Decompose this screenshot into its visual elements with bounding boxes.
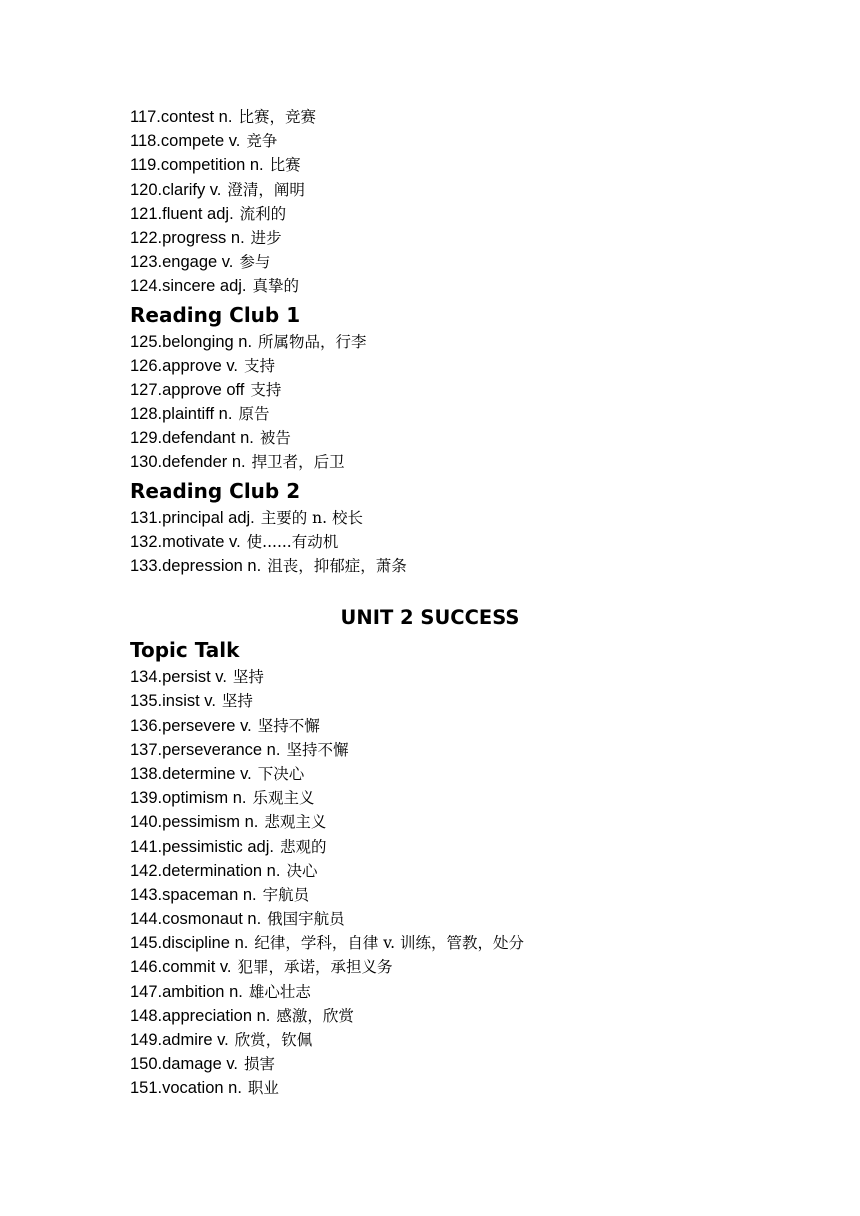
vocab-entry xyxy=(130,178,750,202)
vocab-meaning: 乐观主义 xyxy=(252,789,315,808)
vocab-word: 137.perseverance n. xyxy=(130,740,281,759)
vocab-meaning: 比赛，竞赛 xyxy=(238,108,316,126)
vocab-meaning: 欣赏，钦佩 xyxy=(234,1031,313,1049)
vocab-meaning: 捍卫者，后卫 xyxy=(251,453,345,472)
vocab-meaning: 犯罪，承诺，承担义务 xyxy=(237,958,393,977)
vocab-entry xyxy=(130,426,750,450)
vocab-word: 146.commit v. xyxy=(130,958,232,977)
vocab-entry xyxy=(130,786,750,810)
vocab-entry xyxy=(130,330,750,354)
vocab-entry xyxy=(130,931,750,955)
vocab-word: 135.insist v. xyxy=(130,692,216,711)
vocab-word: 130.defender n. xyxy=(130,453,246,472)
vocab-entry xyxy=(130,1076,750,1100)
reading-club-2-heading: Reading Club 2 xyxy=(130,478,301,503)
vocab-entry xyxy=(130,859,750,883)
vocab-word: 138.determine v. xyxy=(130,764,252,783)
vocab-word: 143.spaceman n. xyxy=(130,885,257,904)
vocab-word: 131.principal adj. xyxy=(130,508,255,527)
vocab-word: 141.pessimistic adj. xyxy=(130,837,274,856)
vocab-word: 127.approve off xyxy=(130,380,245,399)
section-unit1-words xyxy=(130,105,750,299)
vocab-meaning: 坚持不懈 xyxy=(257,716,320,735)
vocab-meaning: 流利的 xyxy=(239,204,287,223)
vocab-meaning: 决心 xyxy=(286,861,318,880)
vocab-entry xyxy=(130,105,750,129)
vocab-entry xyxy=(130,450,750,474)
vocab-entry xyxy=(130,738,750,762)
vocab-word: 133.depression n. xyxy=(130,557,262,575)
vocab-entry xyxy=(130,153,750,177)
vocab-meaning: 宇航员 xyxy=(262,885,310,904)
vocab-meaning: 支持 xyxy=(250,380,282,399)
vocab-word: 139.optimism n. xyxy=(130,789,247,808)
vocab-entry xyxy=(130,530,750,554)
vocab-entry xyxy=(130,1028,750,1052)
vocab-meaning: 比赛 xyxy=(269,156,301,175)
vocab-entry xyxy=(130,506,750,530)
vocab-meaning: 沮丧，抑郁症，萧条 xyxy=(267,557,407,575)
vocab-meaning: 主要的 n. 校长 xyxy=(260,508,364,527)
vocab-entry xyxy=(130,810,750,834)
vocab-meaning: 坚持 xyxy=(221,692,253,711)
vocab-word: 126.approve v. xyxy=(130,356,238,375)
vocab-entry xyxy=(130,402,750,426)
vocab-word: 125.belonging n. xyxy=(130,332,253,351)
vocab-word: 132.motivate v. xyxy=(130,532,241,551)
vocab-word: 149.admire v. xyxy=(130,1031,229,1049)
vocab-word: 148.appreciation n. xyxy=(130,1006,271,1025)
vocab-word: 142.determination n. xyxy=(130,861,281,880)
vocab-word: 136.persevere v. xyxy=(130,716,252,735)
vocab-word: 120.clarify v. xyxy=(130,180,222,199)
vocab-meaning: 坚持不懈 xyxy=(286,740,349,759)
vocab-meaning: 俄国宇航员 xyxy=(267,910,345,929)
vocab-entry xyxy=(130,955,750,979)
vocab-meaning: 悲观的 xyxy=(279,837,327,856)
vocab-word: 122.progress n. xyxy=(130,228,245,247)
vocab-meaning: 真挚的 xyxy=(252,277,300,296)
vocab-word: 123.engage v. xyxy=(130,253,234,272)
topic-talk-heading: Topic Talk xyxy=(130,638,240,663)
vocab-meaning: 职业 xyxy=(247,1079,279,1098)
unit2-words xyxy=(130,665,750,1100)
vocab-entry xyxy=(130,689,750,713)
vocab-meaning: 所属物品，行李 xyxy=(258,332,367,351)
vocab-entry xyxy=(130,226,750,250)
vocab-meaning: 感激，欣赏 xyxy=(276,1006,354,1025)
vocab-word: 129.defendant n. xyxy=(130,429,254,448)
vocab-word: 151.vocation n. xyxy=(130,1079,242,1098)
vocab-entry xyxy=(130,274,750,298)
vocab-meaning: 澄清，阐明 xyxy=(227,180,305,199)
vocab-word: 118.compete v. xyxy=(130,132,241,151)
vocab-word: 144.cosmonaut n. xyxy=(130,910,262,929)
vocab-entry xyxy=(130,354,750,378)
vocab-entry xyxy=(130,129,750,153)
vocab-entry xyxy=(130,907,750,931)
vocab-meaning: 使......有动机 xyxy=(246,532,339,551)
vocab-entry xyxy=(130,250,750,274)
vocab-word: 145.discipline n. xyxy=(130,934,249,953)
vocab-word: 128.plaintiff n. xyxy=(130,405,233,424)
vocab-entry xyxy=(130,202,750,226)
vocab-word: 124.sincere adj. xyxy=(130,277,247,296)
vocab-meaning: 竞争 xyxy=(246,132,278,151)
vocab-entry xyxy=(130,1052,750,1076)
vocab-meaning: 坚持 xyxy=(232,668,264,687)
reading-club-1-heading: Reading Club 1 xyxy=(130,302,301,327)
vocab-meaning: 进步 xyxy=(250,228,282,247)
vocab-meaning: 悲观主义 xyxy=(264,813,327,832)
vocab-meaning: 参与 xyxy=(239,253,271,272)
vocab-entry xyxy=(130,762,750,786)
vocab-entry xyxy=(130,980,750,1004)
vocab-word: 134.persist v. xyxy=(130,668,227,687)
vocab-word: 121.fluent adj. xyxy=(130,204,234,223)
vocab-meaning: 下决心 xyxy=(257,764,305,783)
vocab-meaning: 损害 xyxy=(243,1055,275,1074)
reading-club-1-words xyxy=(130,330,750,475)
vocab-word: 140.pessimism n. xyxy=(130,813,259,832)
vocab-meaning: 纪律，学科，自律 v. 训练，管教，处分 xyxy=(254,934,525,953)
vocab-entry xyxy=(130,1004,750,1028)
vocab-word: 119.competition n. xyxy=(130,156,264,175)
vocab-entry xyxy=(130,554,750,578)
vocab-entry xyxy=(130,665,750,689)
vocab-entry xyxy=(130,378,750,402)
unit-title: UNIT 2 SUCCESS xyxy=(340,606,520,630)
vocab-entry xyxy=(130,835,750,859)
vocab-word: 117.contest n. xyxy=(130,108,233,126)
vocab-word: 147.ambition n. xyxy=(130,982,243,1001)
vocab-meaning: 支持 xyxy=(243,356,275,375)
vocab-meaning: 原告 xyxy=(238,405,270,424)
vocabulary-list xyxy=(130,105,750,1101)
vocab-entry xyxy=(130,714,750,738)
vocab-word: 150.damage v. xyxy=(130,1055,238,1074)
reading-club-2-words xyxy=(130,506,750,579)
vocab-meaning: 雄心壮志 xyxy=(248,982,311,1001)
vocab-entry xyxy=(130,883,750,907)
vocab-meaning: 被告 xyxy=(259,429,291,448)
